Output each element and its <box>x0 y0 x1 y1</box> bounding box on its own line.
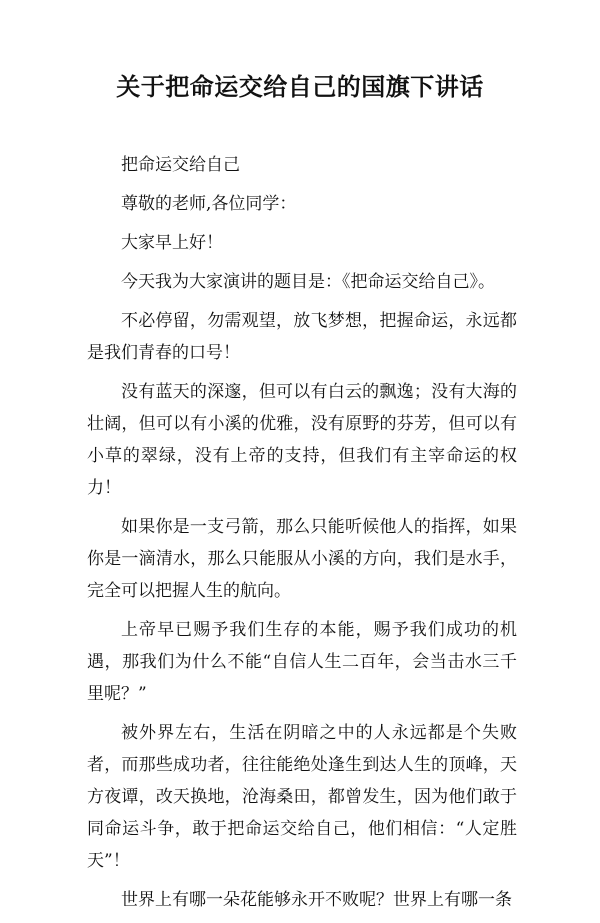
paragraph: 把命运交给自己 <box>121 155 240 175</box>
paragraph: 被外界左右，生活在阴暗之中的人永远都是个失败者，而那些成功者，往往能绝处逢生到达人生的顶峰，天方夜谭，改天换地，沧海桑田，都曾发生，因为他们敢于同命运斗争，敢于把命运交给自己，他们相信：“人定胜天”！ <box>87 723 517 871</box>
document-title: 关于把命运交给自己的国旗下讲话 <box>116 72 484 101</box>
paragraph: 没有蓝天的深邃，但可以有白云的飘逸；没有大海的壮阔，但可以有小溪的优雅，没有原野的芬芳，但可以有小草的翠绿，没有上帝的支持，但我们有主宰命运的权力！ <box>87 382 517 498</box>
paragraph: 如果你是一支弓箭，那么只能听候他人的指挥，如果你是一滴清水，那么只能服从小溪的方向，我们是水手，完全可以把握人生的航向。 <box>87 517 517 601</box>
paragraph: 世界上有哪一朵花能够永开不败呢？世界上有哪一条 <box>121 890 512 910</box>
paragraph: 不必停留，勿需观望，放飞梦想，把握命运，永远都是我们青春的口号！ <box>87 311 517 363</box>
paragraph: 大家早上好！ <box>121 233 223 253</box>
paragraph: 尊敬的老师,各位同学： <box>121 194 297 214</box>
paragraph: 今天我为大家演讲的题目是：《把命运交给自己》。 <box>121 272 495 292</box>
document-body <box>87 149 517 923</box>
paragraph: 上帝早已赐予我们生存的本能，赐予我们成功的机遇，那我们为什么不能“自信人生二百年，会当击水三千里呢？” <box>87 620 517 704</box>
